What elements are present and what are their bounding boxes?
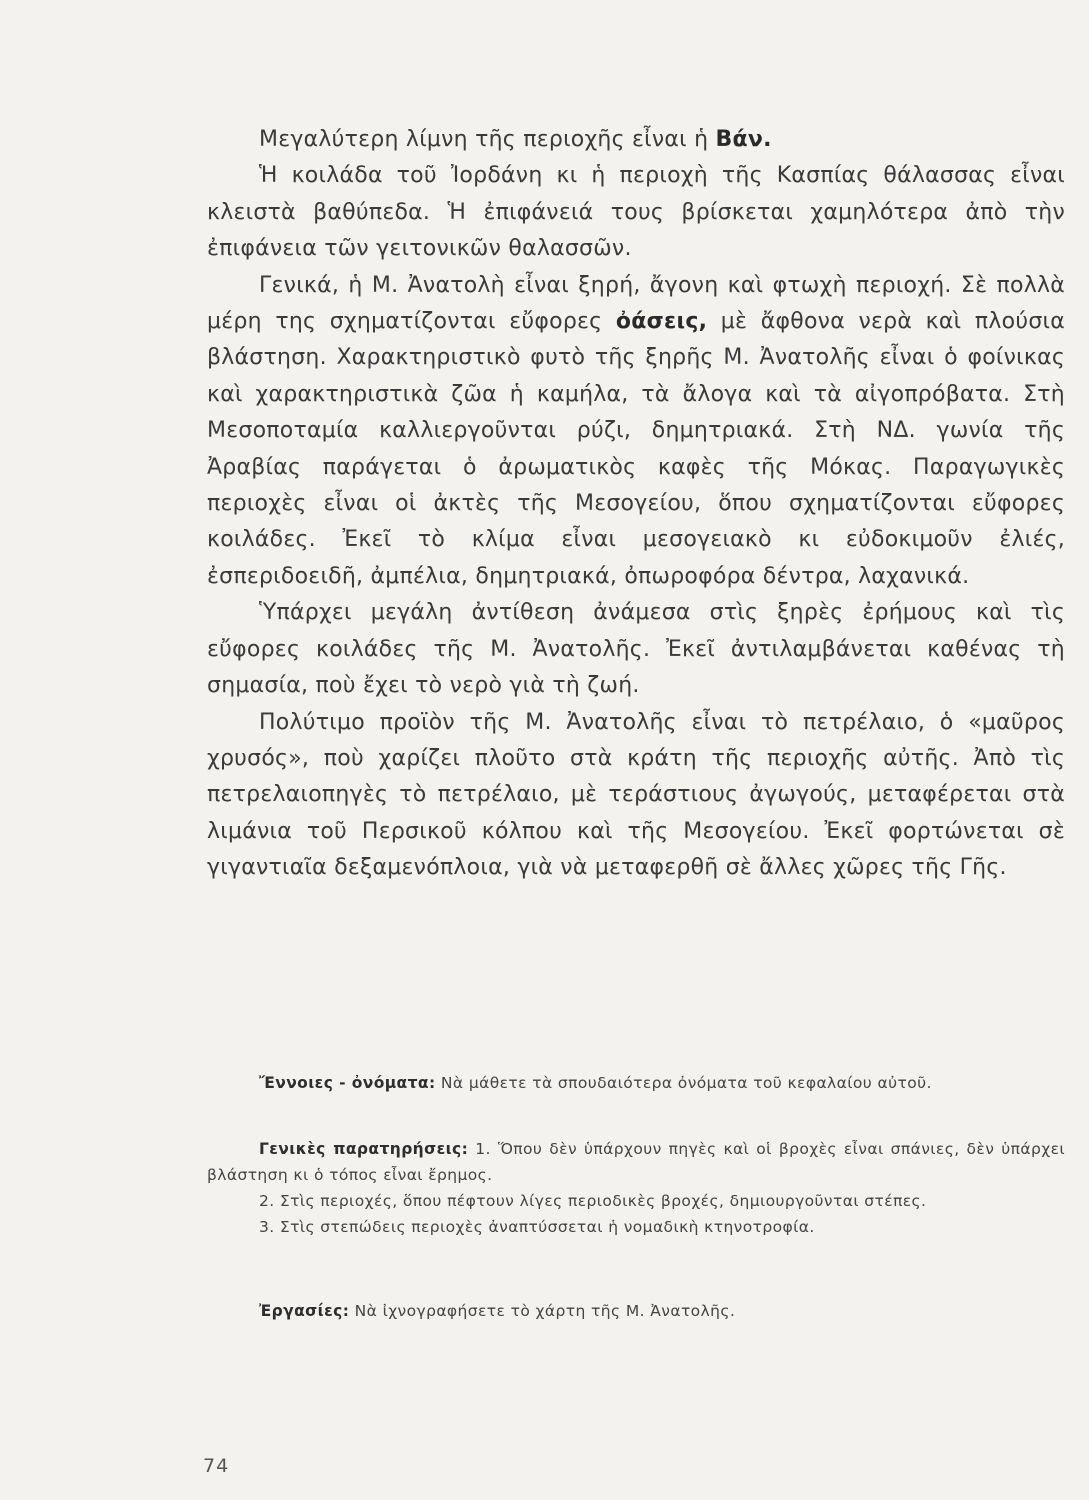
general-note-1 <box>207 1136 1065 1188</box>
paragraph-contrast <box>207 595 1065 704</box>
paragraph-text: Μεγαλύτερη λίμνη τῆς περιοχῆς εἶναι ἡ <box>259 127 716 152</box>
paragraph-text: Ὑπάρχει μεγάλη ἀντίθεση ἀνάμεσα στὶς ξηρὲς ἐρήμους καὶ τὶς εὔφορες κοιλάδες τῆς Μ. Ἀνατολῆς. Ἐκεῖ ἀντιλαμβάνεται καθένας τὴ σημασία, ποὺ ἔχει τὸ νερὸ γιὰ τὴ ζωή. <box>207 600 1065 699</box>
concepts-heading: Ἔννοιες - ὀνόματα: <box>259 1074 436 1092</box>
bold-term: Βάν. <box>715 127 772 152</box>
paragraph-text: μὲ ἄφθονα νερὰ καὶ πλούσια βλάστηση. Χαρακτηριστικὸ φυτὸ τῆς ξηρῆς Μ. Ἀνατολῆς εἶναι ὁ φοίνικας καὶ χαρακτηριστικὰ ζῶα ἡ καμήλα, τὰ ἄλογα καὶ τὰ αἰγοπρόβατα. Στὴ Μεσοποταμία καλλιεργοῦνται ρύζι, δημητριακά. Στὴ ΝΔ. γωνία τῆς Ἀραβίας παράγεται ὁ ἀρωματικὸς καφὲς τῆς Μόκας. Παραγωγικὲς περιοχὲς εἶναι οἱ ἀκτὲς τῆς Μεσογείου, ὅπου σχηματίζονται εὔφορες κοιλάδες. Ἐκεῖ τὸ κλίμα εἶναι μεσογειακὸ κι εὐδοκιμοῦν ἐλιές, ἐσπεριδοειδῆ, ἀμπέλια, δημητριακά, ὀπωροφόρα δέντρα, λαχανικά. <box>207 309 1065 589</box>
general-note-2 <box>207 1188 1065 1214</box>
paragraph-text: Πολύτιμο προϊὸν τῆς Μ. Ἀνατολῆς εἶναι τὸ πετρέλαιο, ὁ «μαῦρος χρυσός», ποὺ χαρίζει πλοῦτο στὰ κράτη τῆς περιοχῆς αὐτῆς. Ἀπὸ τὶς πετρελαιοπηγὲς τὸ πετρέλαιο, μὲ τεράστιους ἀγωγούς, μεταφέρεται στὰ λιμάνια τοῦ Περσικοῦ κόλπου καὶ τῆς Μεσογείου. Ἐκεῖ φορτώνεται σὲ γιγαντιαῖα δεξαμενόπλοια, γιὰ νὰ μεταφερθῆ σὲ ἄλλες χῶρες τῆς Γῆς. <box>207 709 1065 881</box>
chapter-notes <box>207 1070 1065 1324</box>
tasks-text: Νὰ ἰχνογραφήσετε τὸ χάρτη τῆς Μ. Ἀνατολῆς. <box>354 1302 736 1320</box>
paragraph-text: Ἡ κοιλάδα τοῦ Ἰορδάνη κι ἡ περιοχὴ τῆς Κασπίας θάλασσας εἶναι κλειστὰ βαθύπεδα. Ἡ ἐπιφάνειά τους βρίσκεται χαμηλότερα ἀπὸ τὴν ἐπιφάνεια τῶν γειτονικῶν θαλασσῶν. <box>207 163 1065 262</box>
bold-term: ὀάσεις, <box>615 309 708 335</box>
paragraph-climate-agriculture <box>207 268 1065 596</box>
tasks-heading: Ἐργασίες: <box>259 1302 350 1320</box>
general-heading: Γενικὲς παρατηρήσεις: <box>259 1140 469 1158</box>
main-text <box>207 122 1065 887</box>
general-text-3: 3. Στὶς στεπώδεις περιοχὲς ἀναπτύσσεται ἡ νομαδικὴ κτηνοτροφία. <box>259 1218 815 1236</box>
paragraph-oil <box>207 705 1065 887</box>
general-text-2: 2. Στὶς περιοχές, ὅπου πέφτουν λίγες περιοδικὲς βροχές, δημιουργοῦνται στέπες. <box>259 1192 927 1210</box>
tasks-note <box>207 1298 1065 1324</box>
concepts-note <box>207 1070 1065 1096</box>
concepts-text: Νὰ μάθετε τὰ σπουδαιότερα ὀνόματα τοῦ κεφαλαίου αὐτοῦ. <box>440 1074 932 1092</box>
paragraph-lakes <box>207 122 1065 158</box>
paragraph-text: Γενικά, ἡ Μ. Ἀνατολὴ εἶναι ξηρή, ἄγονη καὶ φτωχὴ περιοχή. Σὲ πολλὰ μέρη της σχηματίζονται εὔφορες <box>207 272 1065 335</box>
general-note-3 <box>207 1214 1065 1240</box>
page-number: 74 <box>203 1455 230 1477</box>
general-text-1: 1. Ὅπου δὲν ὑπάρχουν πηγὲς καὶ οἱ βροχὲς εἶναι σπάνιες, δὲν ὑπάρχει βλάστηση κι ὁ τόπος εἶναι ἔρημος. <box>207 1140 1065 1184</box>
paragraph-jordan-valley <box>207 158 1065 267</box>
